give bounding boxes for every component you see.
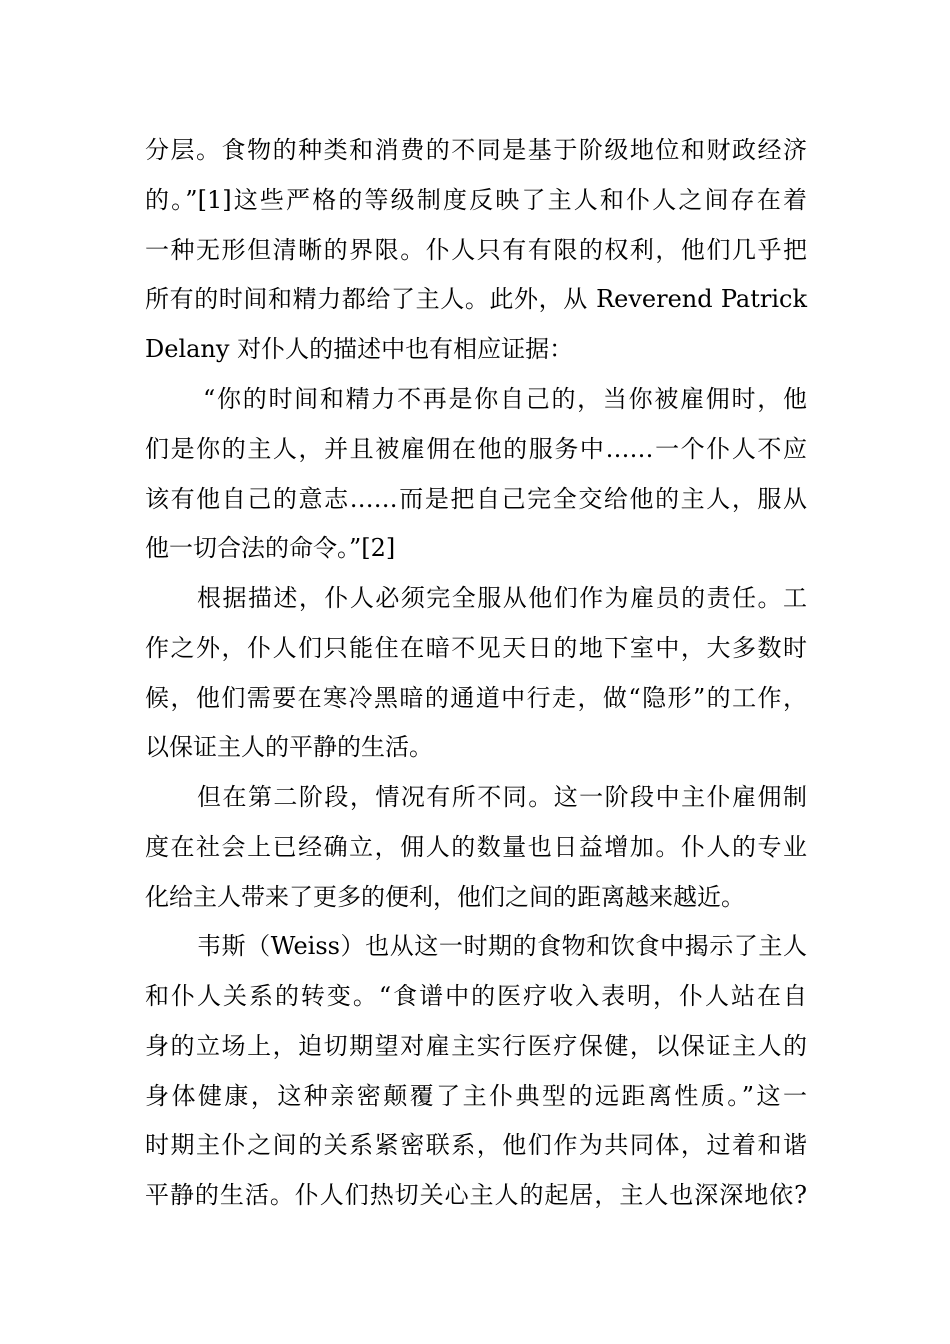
quote-line: 们是你的主人，并且被雇佣在他的服务中……一个仆人不应	[145, 435, 807, 463]
text-line: 分层。食物的种类和消费的不同是基于阶级地位和财政经济	[145, 136, 807, 164]
text-line: 平静的生活。仆人们热切关心主人的起居，主人也深深地依?	[145, 1181, 807, 1209]
text-line: 度在社会上已经确立，佣人的数量也日益增加。仆人的专业	[145, 833, 807, 861]
text-line: 身体健康，这种亲密颠覆了主仆典型的远距离性质。”这一	[145, 1082, 807, 1110]
text-line: 一种无形但清晰的界限。仆人只有有限的权利，他们几乎把	[145, 236, 807, 264]
text-line: 和仆人关系的转变。“食谱中的医疗收入表明，仆人站在自	[145, 982, 807, 1010]
quote-line: 该有他自己的意志……而是把自己完全交给他的主人，服从	[145, 485, 807, 513]
text-line: 但在第二阶段，情况有所不同。这一阶段中主仆雇佣制	[197, 783, 807, 811]
text-line: 身的立场上，迫切期望对雇主实行医疗保健，以保证主人的	[145, 1032, 807, 1060]
text-line: 根据描述，仆人必须完全服从他们作为雇员的责任。工	[197, 584, 807, 612]
quote-line: 他一切合法的命令。”[2]	[145, 534, 396, 562]
text-line: 作之外，仆人们只能住在暗不见天日的地下室中，大多数时	[145, 634, 807, 662]
text-line: 候，他们需要在寒冷黑暗的通道中行走，做“隐形”的工作，	[145, 684, 807, 712]
text-line: 韦斯（Weiss）也从这一时期的食物和饮食中揭示了主人	[197, 932, 807, 960]
text-line: Delany 对仆人的描述中也有相应证据：	[145, 335, 574, 363]
text-line: 所有的时间和精力都给了主人。此外，从 Reverend Patrick	[145, 285, 807, 313]
quote-line: “你的时间和精力不再是你自己的，当你被雇佣时，他	[203, 385, 807, 413]
text-line: 以保证主人的平静的生活。	[145, 733, 433, 761]
text-line: 时期主仆之间的关系紧密联系，他们作为共同体，过着和谐	[145, 1131, 807, 1159]
text-line: 的。”[1]这些严格的等级制度反映了主人和仆人之间存在着	[145, 186, 807, 214]
text-line: 化给主人带来了更多的便利，他们之间的距离越来越近。	[145, 883, 745, 911]
